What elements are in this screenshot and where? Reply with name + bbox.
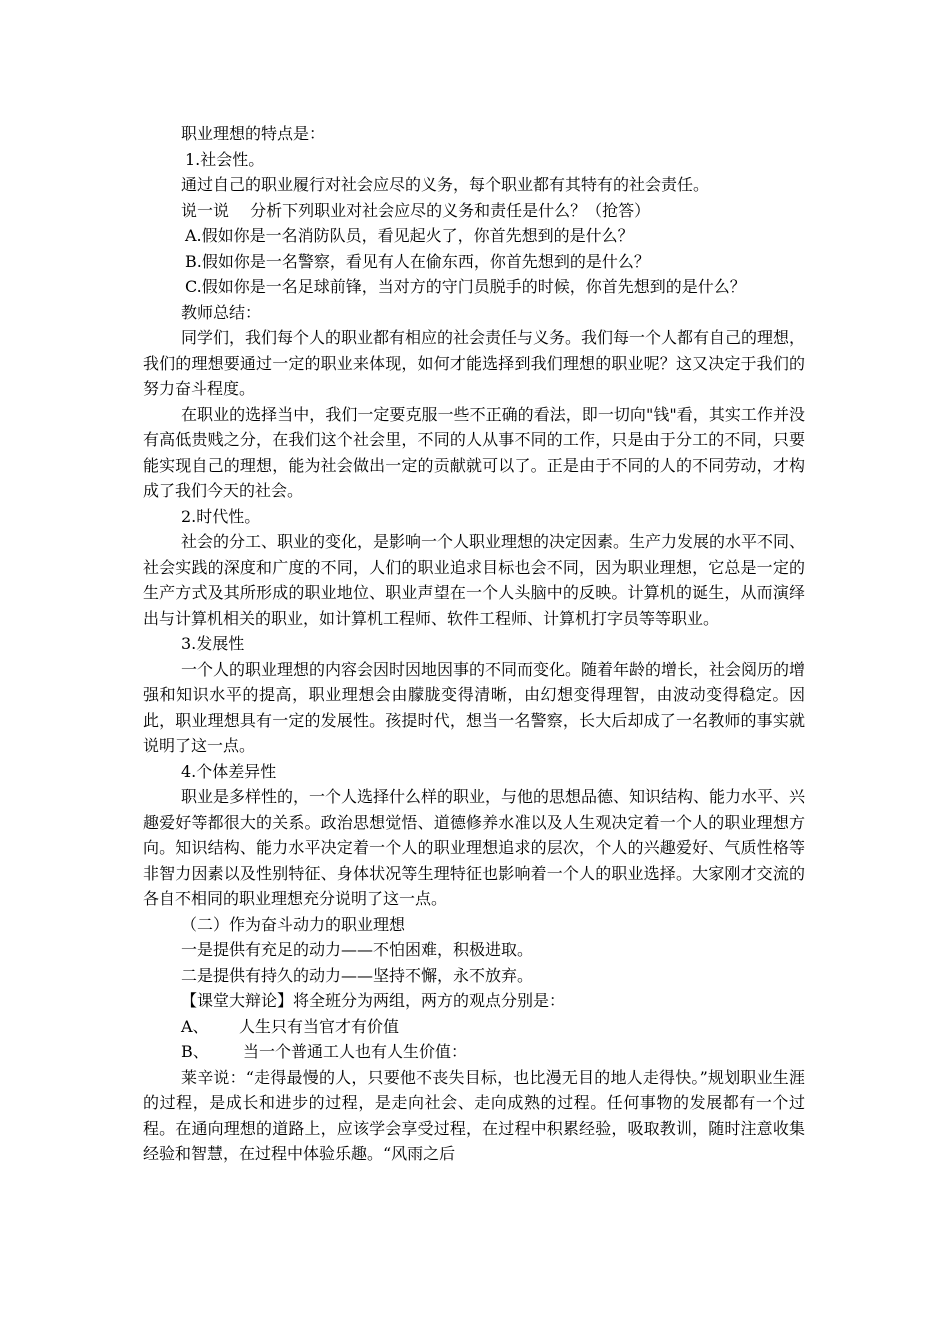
heading-individual: 4.个体差异性 xyxy=(181,761,277,781)
line-motivation-2: 二是提供有持久的动力——坚持不懈，永不放弃。 xyxy=(181,965,534,985)
option-b-text: 当一个普通工人也有人生价值： xyxy=(243,1042,468,1061)
paragraph-summary-1: 同学们，我们每个人的职业都有相应的社会责任与义务。我们每一个人都有自己的理想，我们的理想要通过一定的职业来体现，如何才能选择到我们理想的职业呢？这又决定于我们的努力奋斗程度。 xyxy=(143,328,806,398)
option-a-text: 人生只有当官才有价值 xyxy=(239,1016,400,1036)
paragraph-individual: 职业是多样性的，一个人选择什么样的职业，与他的思想品德、知识结构、能力水平、兴趣爱好等都很大的关系。政治思想觉悟、道德修养水准以及人生观决定着一个人的职业理想方向。知识结构、能力水平决定着一个人的职业理想追求的层次，个人的兴趣爱好、气质性格等非智力因素以及性别特征、身体状况等生理特征也影响着一个人的职业选择。大家刚才交流的各自不相同的职业理想充分说明了这一点。 xyxy=(143,787,806,908)
heading-development: 3.发展性 xyxy=(181,634,245,653)
line-social-duty: 通过自己的职业履行对社会应尽的义务，每个职业都有其特有的社会责任。 xyxy=(181,175,710,194)
paragraph-summary-2: 在职业的选择当中，我们一定要克服一些不正确的看法，即一切向"钱"看，其实工作并没有高低贵贱之分，在我们这个社会里，不同的人从事不同的工作，只是由于分工的不同，只要能实现自己的理想，能为社会做出一定的贡献就可以了。正是由于不同的人的不同劳动，才构成了我们今天的社会。 xyxy=(143,404,805,500)
heading-social: 1.社会性。 xyxy=(185,149,265,169)
question-c: C.假如你是一名足球前锋，当对方的守门员脱手的时候，你首先想到的是什么？ xyxy=(185,277,746,296)
line-motivation-1: 一是提供有充足的动力——不怕困难，积极进取。 xyxy=(181,940,534,959)
question-a: A.假如你是一名消防队员，看见起火了，你首先想到的是什么？ xyxy=(185,226,634,245)
line-discuss-prompt: 说一说 分析下列职业对社会应尽的义务和责任是什么？（抢答） xyxy=(181,200,651,220)
debate-option-a xyxy=(143,1014,805,1040)
paragraph-lessing: 莱辛说：“走得最慢的人，只要他不丧失目标，也比漫无目的地人走得快。”规划职业生涯的过程，是成长和进步的过程，是走向社会、走向成熟的过程。任何事物的发展都有一个过程。在通向理想的道路上，应该学会享受过程，在过程中积累经验，吸取教训，随时注意收集经验和智慧，在过程中体验乐趣。“风雨之后 xyxy=(143,1067,805,1163)
question-b: B.假如你是一名警察，看见有人在偷东西，你首先想到的是什么？ xyxy=(185,251,650,271)
heading-motivation: （二）作为奋斗动力的职业理想 xyxy=(181,914,406,934)
paragraph-era: 社会的分工、职业的变化，是影响一个人职业理想的决定因素。生产力发展的水平不同、社会实践的深度和广度的不同，人们的职业追求目标也会不同，因为职业理想，它总是一定的生产方式及其所形成的职业地位、职业声望在一个人头脑中的反映。计算机的诞生，从而演绎出与计算机相关的职业，如计算机工程师、软件工程师、计算机打字员等等职业。 xyxy=(143,532,806,628)
option-a-marker: A、 xyxy=(181,1016,209,1036)
document-page xyxy=(143,121,805,1167)
line-debate: 【课堂大辩论】将全班分为两组，两方的观点分别是： xyxy=(181,991,566,1010)
option-b-marker: B、 xyxy=(181,1042,209,1061)
debate-option-b xyxy=(143,1039,805,1065)
paragraph-development: 一个人的职业理想的内容会因时因地因事的不同而变化。随着年龄的增长，社会阅历的增强和知识水平的提高，职业理想会由朦胧变得清晰，由幻想变得理智，由波动变得稳定。因此，职业理想具有一定的发展性。孩提时代，想当一名警察，长大后却成了一名教师的事实就说明了这一点。 xyxy=(143,659,806,755)
heading-era: 2.时代性。 xyxy=(181,506,261,526)
line-teacher-summary: 教师总结： xyxy=(181,302,262,322)
line-features-intro: 职业理想的特点是： xyxy=(181,124,326,143)
